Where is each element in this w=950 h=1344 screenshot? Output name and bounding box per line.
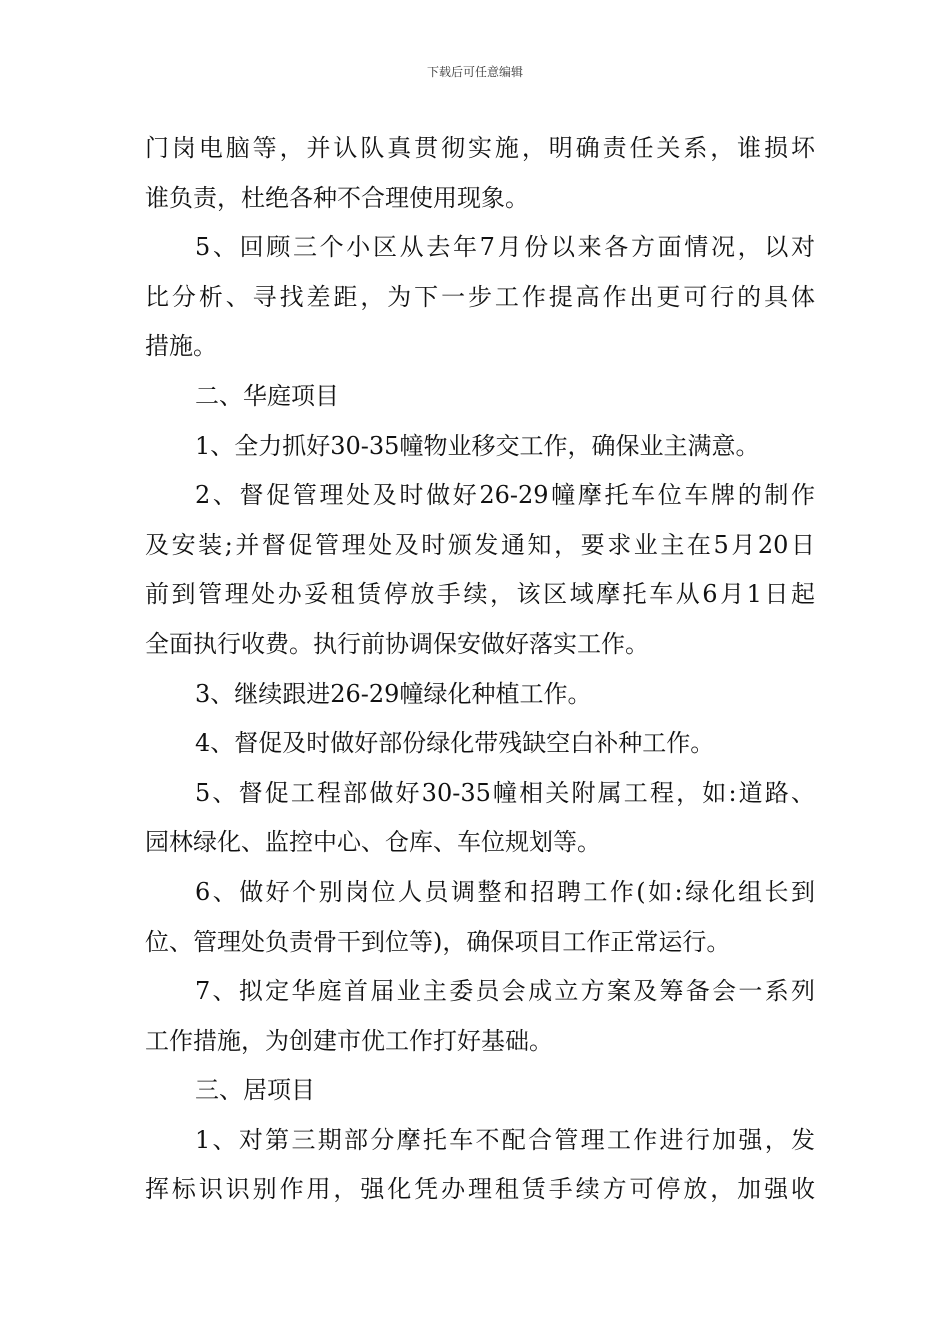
text-line: 1、对第三期部分摩托车不配合管理工作进行加强，发 [195, 1125, 815, 1154]
text-line: 二、华庭项目 [195, 381, 339, 410]
text-line: 园林绿化、监控中心、仓库、车位规划等。 [145, 828, 601, 857]
text-line: 门岗电脑等，并认队真贯彻实施，明确责任关系，谁损坏 [145, 134, 815, 162]
text-line: 措施。 [145, 332, 217, 361]
text-line: 4、督促及时做好部份绿化带残缺空白补种工作。 [195, 729, 715, 758]
text-line: 及安装;并督促管理处及时颁发通知，要求业主在5月20日 [145, 530, 815, 559]
text-line: 5、回顾三个小区从去年7月份以来各方面情况，以对 [195, 233, 815, 262]
page-header: 下载后可任意编辑 [426, 65, 523, 79]
text-line: 7、拟定华庭首届业主委员会成立方案及筹备会一系列 [195, 977, 815, 1006]
text-line: 位、管理处负责骨干到位等)，确保项目工作正常运行。 [145, 927, 731, 956]
text-line: 前到管理处办妥租赁停放手续，该区域摩托车从6月1日起 [145, 580, 815, 609]
text-line: 2、督促管理处及时做好26-29幢摩托车位车牌的制作 [195, 481, 815, 510]
text-line: 3、继续跟进26-29幢绿化种植工作。 [195, 679, 592, 708]
text-line: 工作措施，为创建市优工作打好基础。 [145, 1026, 553, 1055]
text-line: 6、做好个别岗位人员调整和招聘工作(如:绿化组长到 [195, 877, 815, 906]
text-line: 5、督促工程部做好30-35幢相关附属工程，如:道路、 [195, 778, 815, 807]
text-line: 1、全力抓好30-35幢物业移交工作，确保业主满意。 [195, 431, 760, 460]
text-line: 挥标识识别作用，强化凭办理租赁手续方可停放，加强收 [145, 1175, 815, 1204]
text-line: 全面执行收费。执行前协调保安做好落实工作。 [145, 629, 649, 658]
text-line: 谁负责，杜绝各种不合理使用现象。 [145, 183, 529, 212]
document-body [145, 124, 815, 1215]
text-line: 比分析、寻找差距，为下一步工作提高作出更可行的具体 [145, 282, 815, 311]
text-line: 三、居项目 [195, 1076, 315, 1105]
